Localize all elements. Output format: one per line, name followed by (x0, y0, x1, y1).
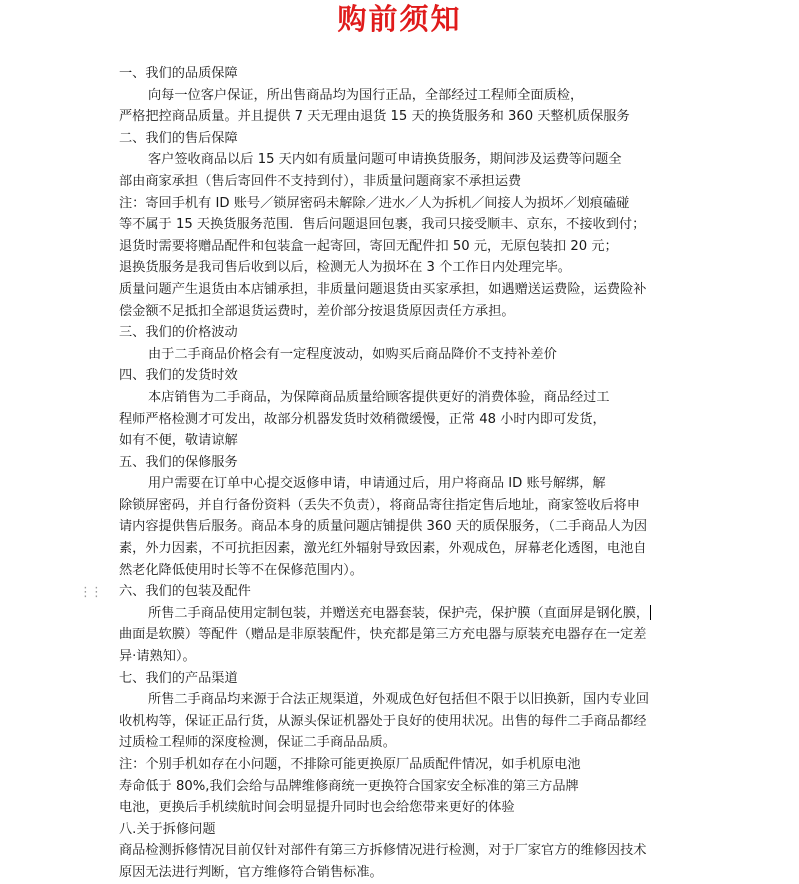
paragraph-line: 素，外力因素，不可抗拒因素，激光红外辐射导致因素，外观成色，屏幕老化透图，电池自 (119, 541, 647, 557)
section-heading-packaging: 六、我们的包装及配件 (119, 584, 251, 600)
drag-handle-icon[interactable]: ⋮⋮ (79, 585, 101, 600)
section-heading-channels: 七、我们的产品渠道 (119, 670, 238, 686)
paragraph-line-text: 所售二手商品使用定制包装，并赠送充电器套装，保护壳，保护膜（直面屏是钢化膜， (148, 605, 650, 621)
paragraph-line: 本店销售为二手商品，为保障商品质量给顾客提供更好的消费体验，商品经过工 (148, 389, 610, 405)
paragraph-line: 向每一位客户保证，所出售商品均为国行正品，全部经过工程师全面质检， (148, 87, 584, 103)
paragraph-line: 如有不便，敬请谅解 (119, 433, 238, 449)
section-heading-aftersales: 二、我们的售后保障 (119, 130, 238, 146)
paragraph-line: 程师严格检测才可发出，故部分机器发货时效稍微缓慢，正常 48 小时内即可发货， (119, 411, 606, 427)
paragraph-line: 过质检工程师的深度检测，保证二手商品品质。 (119, 735, 396, 751)
paragraph-line: 电池，更换后手机续航时间会明显提升同时也会给您带来更好的体验 (119, 800, 515, 816)
paragraph-line: 偿金额不足抵扣全部退货运费时，差价部分按退货原因责任方承担。 (119, 303, 515, 319)
paragraph-line: 曲面是软膜）等配件（赠品是非原装配件，快充都是第三方充电器与原装充电器存在一定差 (119, 627, 647, 643)
paragraph-line: 然老化降低使用时长等不在保修范围内）。 (119, 562, 363, 578)
section-heading-repair: 八.关于拆修问题 (119, 821, 216, 837)
document-body (119, 63, 685, 884)
paragraph-line: 注：寄回手机有 ID 账号／锁屏密码未解除／进水／人为拆机／间接人为损坏／划痕磕碰 (119, 195, 630, 211)
paragraph-line: 原因无法进行判断，官方维修符合销售标准。 (119, 864, 383, 880)
paragraph-line: 质量问题产生退货由本店铺承担，非质量问题退货由买家承担，如遇赠送运费险，运费险补 (119, 281, 647, 297)
paragraph-line: 收机构等，保证正品行货，从源头保证机器处于良好的使用状况。出售的每件二手商品都经 (119, 713, 647, 729)
paragraph-line: 寿命低于 80%,我们会给与品牌维修商统一更换符合国家安全标准的第三方品牌 (119, 778, 579, 794)
section-heading-warranty: 五、我们的保修服务 (119, 454, 238, 470)
paragraph-line: 用户需要在订单中心提交返修申请，申请通过后，用户将商品 ID 账号解绑，解 (148, 476, 606, 492)
paragraph-line: 等不属于 15 天换货服务范围．售后问题退回包裹，我司只接受顺丰、京东，不接收到付； (119, 217, 646, 233)
text-cursor (650, 605, 651, 620)
paragraph-line: 异·请熟知）。 (119, 649, 196, 665)
paragraph-line: 严格把控商品质量。并且提供 7 天无理由退货 15 天的换货服务和 360 天整机质保服务 (119, 109, 630, 125)
paragraph-line: 退换货服务是我司售后收到以后，检测无人为损坏在 3 个工作日内处理完毕。 (119, 260, 571, 276)
paragraph-line: 请内容提供售后服务。商品本身的质量问题店铺提供 360 天的质保服务，（二手商品人为因 (119, 519, 648, 535)
paragraph-line: 客户签收商品以后 15 天内如有质量问题可申请换货服务，期间涉及运费等问题全 (148, 152, 622, 168)
paragraph-line: 除锁屏密码，并自行备份资料（丢失不负责），将商品寄往指定售后地址，商家签收后将申 (119, 497, 640, 513)
paragraph-line: 注：个别手机如存在小问题，不排除可能更换原厂品质配件情况，如手机原电池 (119, 757, 581, 772)
paragraph-line-active[interactable] (119, 603, 685, 625)
paragraph-line: 部由商家承担（售后寄回件不支持到付），非质量问题商家不承担运费 (119, 173, 522, 189)
paragraph-line: 由于二手商品价格会有一定程度波动，如购买后商品降价不支持补差价 (148, 346, 557, 362)
section-heading-shipping: 四、我们的发货时效 (119, 368, 238, 384)
paragraph-line: 所售二手商品均来源于合法正规渠道，外观成色好包括但不限于以旧换新，国内专业回 (148, 692, 650, 708)
paragraph-line: 商品检测拆修情况目前仅针对部件有第三方拆修情况进行检测，对于厂家官方的维修因技术 (119, 843, 647, 859)
document-title: 购前须知 (337, 2, 462, 36)
paragraph-line: 退货时需要将赠品配件和包装盒一起寄回，寄回无配件扣 50 元，无原包装扣 20 元； (119, 238, 618, 254)
section-heading-price: 三、我们的价格波动 (119, 325, 238, 341)
section-heading-quality: 一、我们的品质保障 (119, 66, 238, 81)
